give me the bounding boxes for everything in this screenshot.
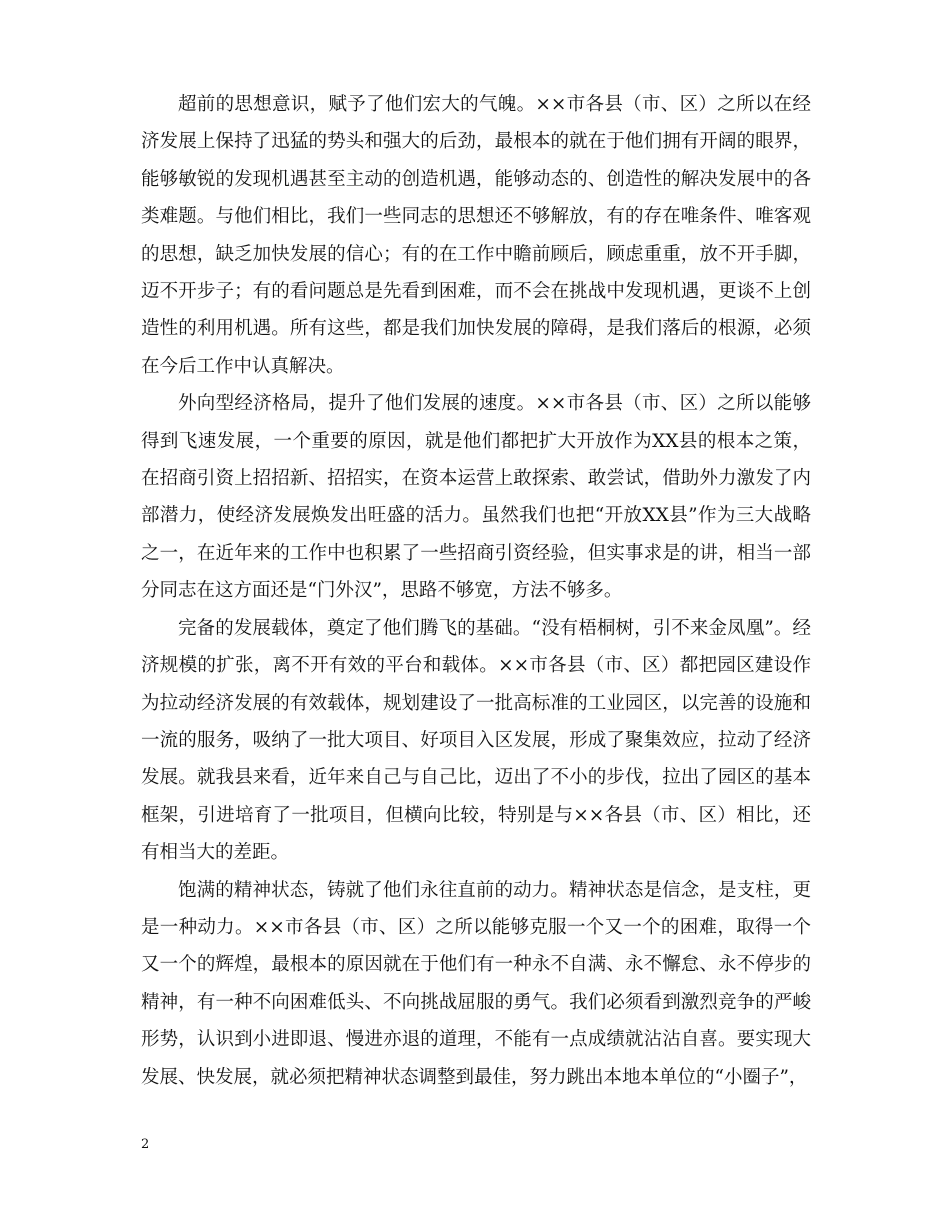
paragraph-1: 超前的思想意识，赋予了他们宏大的气魄。××市各县（市、区）之所以在经济发展上保持了迅猛的势头和强大的后劲，最根本的就在于他们拥有开阔的眼界，能够敏锐的发现机遇甚至主动的创造机遇，能够动态的、创造性的解决发展中的各类难题。与他们相比，我们一些同志的思想还不够解放，有的存在唯条件、唯客观的思想，缺乏加快发展的信心；有的在工作中瞻前顾后，顾虑重重，放不开手脚，迈不开步子；有的看问题总是先看到困难，而不会在挑战中发现机遇，更谈不上创造性的利用机遇。所有这些，都是我们加快发展的障碍，是我们落后的根源，必须在今后工作中认真解决。 bbox=[141, 94, 811, 377]
paragraph-4: 饱满的精神状态，铸就了他们永往直前的动力。精神状态是信念，是支柱，更是一种动力。××市各县（市、区）之所以能够克服一个又一个的困难，取得一个又一个的辉煌，最根本的原因就在于他们有一种永不自满、永不懈怠、永不停步的精神，有一种不向困难低头、不向挑战屈服的勇气。我们必须看到激烈竞争的严峻形势，认识到小进即退、慢进亦退的道理，不能有一点成绩就沾沾自喜。要实现大发展、快发展，就必须把精神状态调整到最佳，努力跳出本地本单位的“小圈子”， bbox=[141, 879, 811, 1088]
page-number: 2 bbox=[141, 1137, 150, 1152]
document-body bbox=[141, 86, 811, 1096]
paragraph-2: 外向型经济格局，提升了他们发展的速度。××市各县（市、区）之所以能够得到飞速发展，一个重要的原因，就是他们都把扩大开放作为XX县的根本之策，在招商引资上招招新、招招实，在资本运营上敢探索、敢尝试，借助外力激发了内部潜力，使经济发展焕发出旺盛的活力。虽然我们也把“开放XX县”作为三大战略之一，在近年来的工作中也积累了一些招商引资经验，但实事求是的讲，相当一部分同志在这方面还是“门外汉”，思路不够宽，方法不够多。 bbox=[141, 393, 811, 602]
paragraph-3: 完备的发展载体，奠定了他们腾飞的基础。“没有梧桐树，引不来金凤凰”。经济规模的扩张，离不开有效的平台和载体。××市各县（市、区）都把园区建设作为拉动经济发展的有效载体，规划建设了一批高标准的工业园区，以完善的设施和一流的服务，吸纳了一批大项目、好项目入区发展，形成了聚集效应，拉动了经济发展。就我县来看，近年来自己与自己比，迈出了不小的步伐，拉出了园区的基本框架，引进培育了一批项目，但横向比较，特别是与××各县（市、区）相比，还有相当大的差距。 bbox=[141, 617, 811, 864]
